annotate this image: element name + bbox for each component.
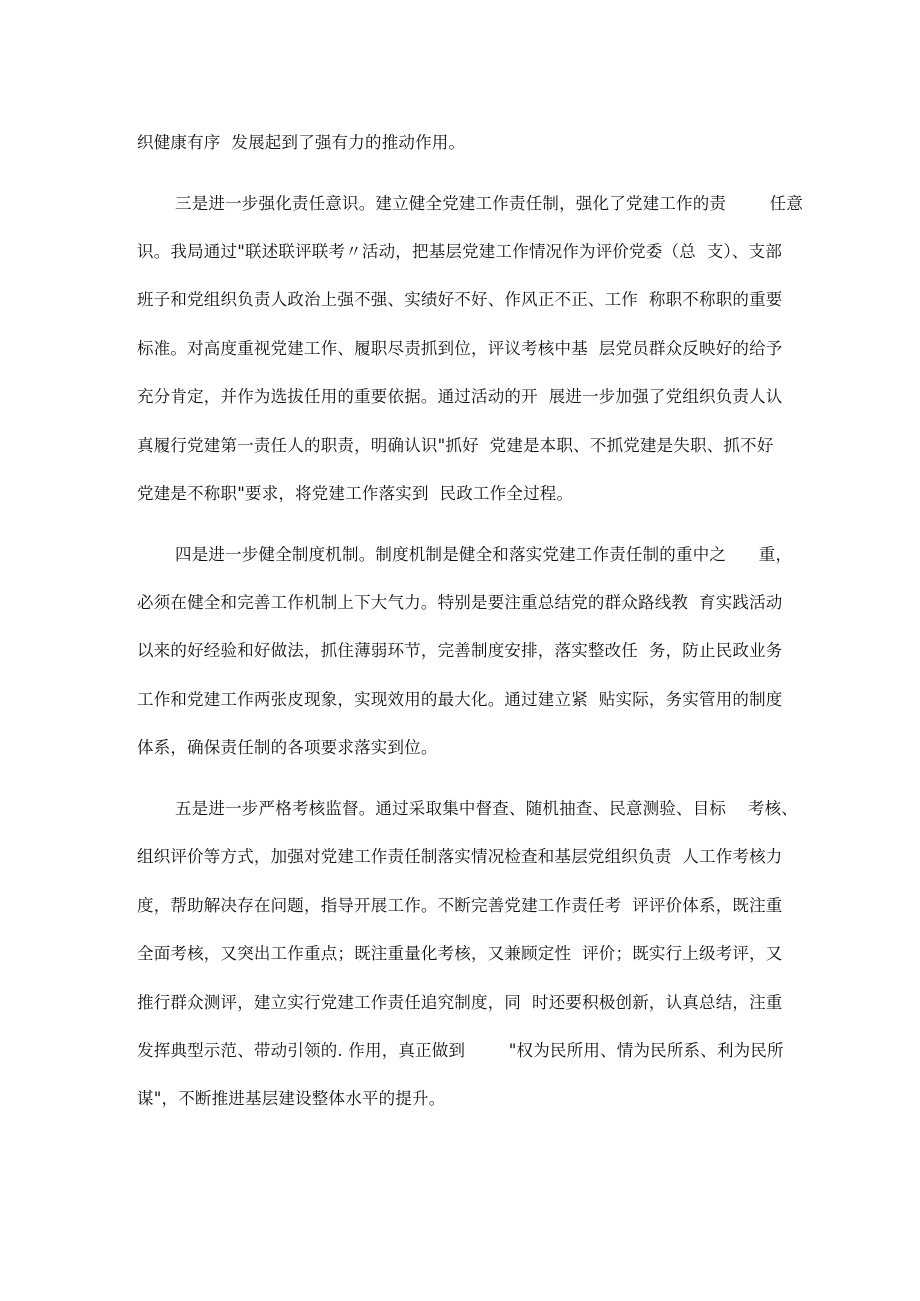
paragraph-3-line-1: 四是进一步健全制度机制。制度机制是健全和落实党建工作责任制的重中之 重， — [175, 545, 793, 564]
paragraph-2-line-5: 充分肯定，并作为选拔任用的重要依据。通过活动的开 展进一步加强了党组织负责人认 — [137, 387, 783, 406]
paragraph-2-line-6: 真履行党建第一责任人的职责，明确认识"抓好 党建是本职、不抓党建是失职、抓不好 — [137, 436, 774, 455]
paragraph-3-line-3: 以来的好经验和好做法，抓住薄弱环节，完善制度安排，落实整改任 务，防止民政业务 — [137, 641, 783, 660]
paragraph-4-line-3: 度，帮助解决存在问题，指导开展工作。不断完善党建工作责任考 评评价体系，既注重 — [137, 896, 783, 915]
paragraph-4-line-4: 全面考核，又突出工作重点；既注重量化考核，又兼顾定性 评价；既实行上级考评，又 — [137, 944, 783, 963]
paragraph-2-line-7: 党建是不称职"要求，将党建工作落实到 民政工作全过程。 — [137, 484, 574, 503]
paragraph-2-line-2: 识。我局通过"联述联评联考〃活动，把基层党建工作情况作为评价党委（总 支）、支部 — [137, 242, 783, 261]
paragraph-4-line-7: 谋"，不断推进基层建设整体水平的提升。 — [137, 1089, 446, 1108]
paragraph-3-line-5: 体系，确保责任制的各项要求落实到位。 — [137, 738, 438, 757]
paragraph-4-line-5: 推行群众测评，建立实行党建工作责任追究制度，同 时还要积极创新，认真总结，注重 — [137, 993, 783, 1012]
paragraph-4-line-6: 发挥典型示范、带动引领的. 作用，真正做到 "权为民所用、情为民所系、利为民所 — [137, 1041, 784, 1060]
paragraph-1-line-1: 织健康有序 发展起到了强有力的推动作用。 — [137, 133, 466, 152]
paragraph-3-line-4: 工作和党建工作两张皮现象，实现效用的最大化。通过建立紧 贴实际，务实管用的制度 — [137, 690, 783, 709]
paragraph-2-line-1: 三是进一步强化责任意识。建立健全党建工作责任制，强化了党建工作的责 任意 — [175, 194, 804, 213]
paragraph-2-line-4: 标准。对高度重视党建工作、履职尽责抓到位，评议考核中基 层党员群众反映好的给予 — [137, 339, 783, 358]
paragraph-4-line-2: 组织评价等方式，加强对党建工作责任制落实情况检查和基层党组织负责 人工作考核力 — [137, 847, 783, 866]
paragraph-3-line-2: 必须在健全和完善工作机制上下大气力。特别是要注重总结党的群众路线教 育实践活动 — [137, 593, 783, 612]
paragraph-2-line-3: 班子和党组织负责人政治上强不强、实绩好不好、作风正不正、工作 称职不称职的重要 — [137, 290, 783, 309]
paragraph-4-line-1: 五是进一步严格考核监督。通过采取集中督查、随机抽查、民意测验、目标 考核、 — [175, 799, 798, 818]
